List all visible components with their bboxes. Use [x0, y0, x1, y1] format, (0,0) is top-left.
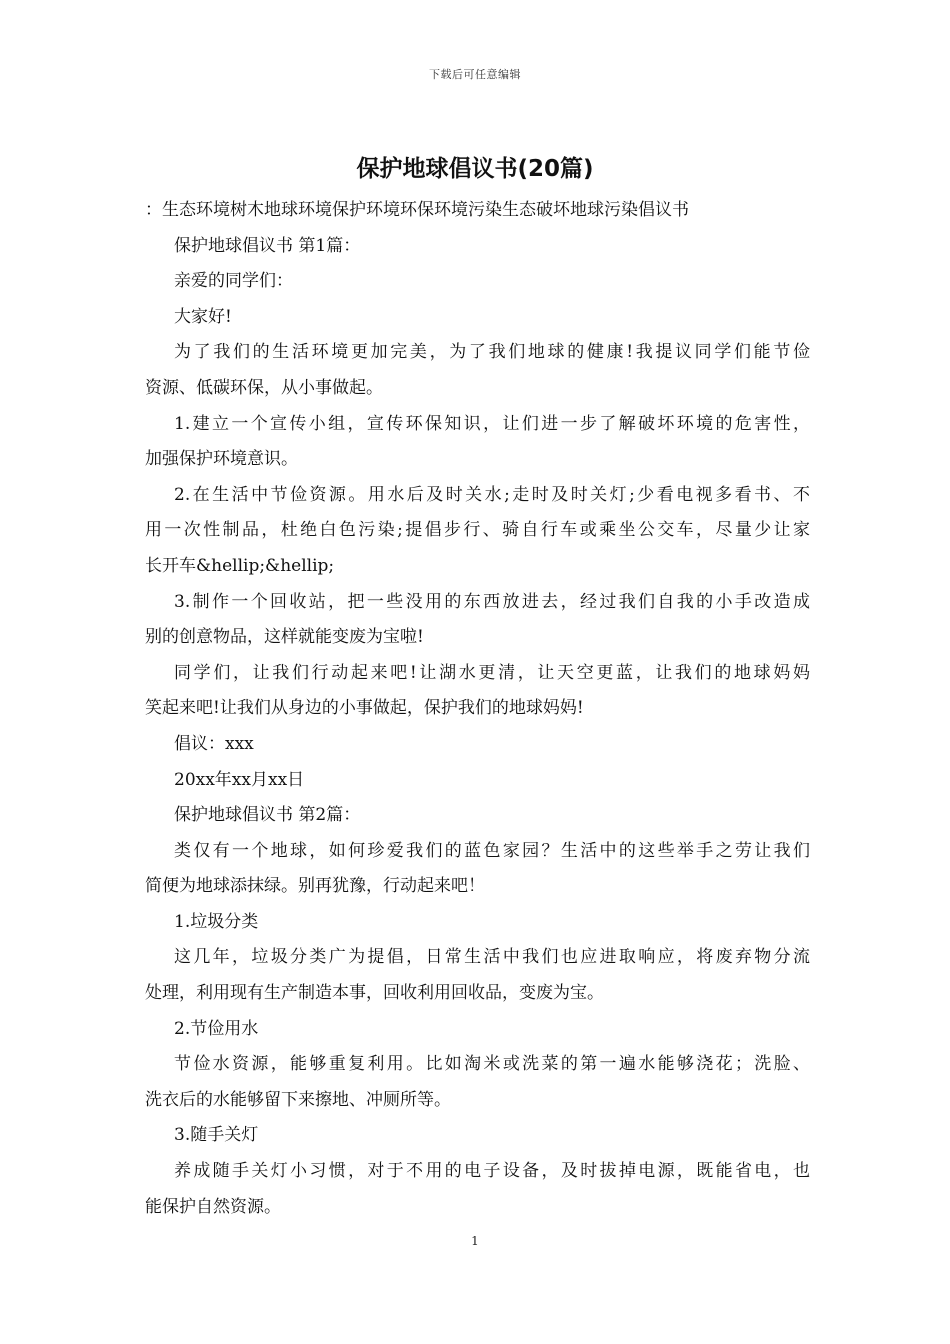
paragraph-line: 倡议：xxx: [174, 733, 254, 754]
paragraph-line: 1.建立一个宣传小组，宣传环保知识，让们进一步了解破坏环境的危害性，: [174, 413, 810, 434]
keywords-line: ：生态环境树木地球环境保护环境环保环境污染生态破坏地球污染倡议书: [145, 200, 689, 220]
paragraph-line: 保护地球倡议书 第1篇：: [174, 235, 361, 256]
paragraph-line: 1.垃圾分类: [174, 911, 259, 932]
document-title: 保护地球倡议书(20篇): [356, 156, 594, 182]
paragraph-line: 2.在生活中节俭资源。用水后及时关水;走时及时关灯;少看电视多看书、不: [174, 484, 810, 505]
paragraph-line: 亲爱的同学们：: [174, 271, 293, 292]
paragraph-line: 为了我们的生活环境更加完美，为了我们地球的健康!我提议同学们能节俭: [174, 342, 810, 363]
paragraph-line: 这几年，垃圾分类广为提倡，日常生活中我们也应进取响应，将废弃物分流: [174, 947, 810, 968]
paragraph-line: 3.制作一个回收站，把一些没用的东西放进去，经过我们自我的小手改造成: [174, 591, 810, 612]
paragraph-line: 加强保护环境意识。: [145, 449, 298, 470]
paragraph-line: 洗衣后的水能够留下来擦地、冲厕所等。: [145, 1089, 451, 1110]
header-note: 下载后可任意编辑: [429, 68, 521, 81]
paragraph-line: 别的创意物品，这样就能变废为宝啦!: [145, 627, 424, 648]
paragraph-line: 处理，利用现有生产制造本事，回收利用回收品，变废为宝。: [145, 983, 604, 1004]
paragraph-line: 用一次性制品，杜绝白色污染;提倡步行、骑自行车或乘坐公交车，尽量少让家: [145, 520, 810, 541]
document-body: [145, 193, 810, 1225]
paragraph-line: 同学们，让我们行动起来吧!让湖水更清，让天空更蓝，让我们的地球妈妈: [174, 662, 810, 683]
paragraph-line: 20xx年xx月xx日: [174, 769, 305, 790]
paragraph-line: 保护地球倡议书 第2篇：: [174, 805, 361, 826]
paragraph-line: 2.节俭用水: [174, 1018, 259, 1039]
paragraph-line: 类仅有一个地球，如何珍爱我们的蓝色家园？生活中的这些举手之劳让我们: [174, 840, 810, 861]
paragraph-line: 3.随手关灯: [174, 1125, 259, 1146]
paragraph-line: 长开车&hellip;&hellip;: [145, 555, 335, 576]
paragraph-line: 资源、低碳环保，从小事做起。: [145, 377, 383, 398]
paragraph-line: 大家好!: [174, 306, 232, 327]
paragraph-line: 笑起来吧!让我们从身边的小事做起，保护我们的地球妈妈!: [145, 698, 584, 719]
paragraph-line: 节俭水资源，能够重复利用。比如淘米或洗菜的第一遍水能够浇花；洗脸、: [174, 1054, 810, 1075]
paragraph-line: 养成随手关灯小习惯，对于不用的电子设备，及时拔掉电源，既能省电，也: [174, 1161, 810, 1182]
paragraph-line: 能保护自然资源。: [145, 1196, 281, 1217]
paragraph-line: 简便为地球添抹绿。别再犹豫，行动起来吧！: [145, 876, 485, 897]
page-number: 1: [471, 1234, 479, 1248]
